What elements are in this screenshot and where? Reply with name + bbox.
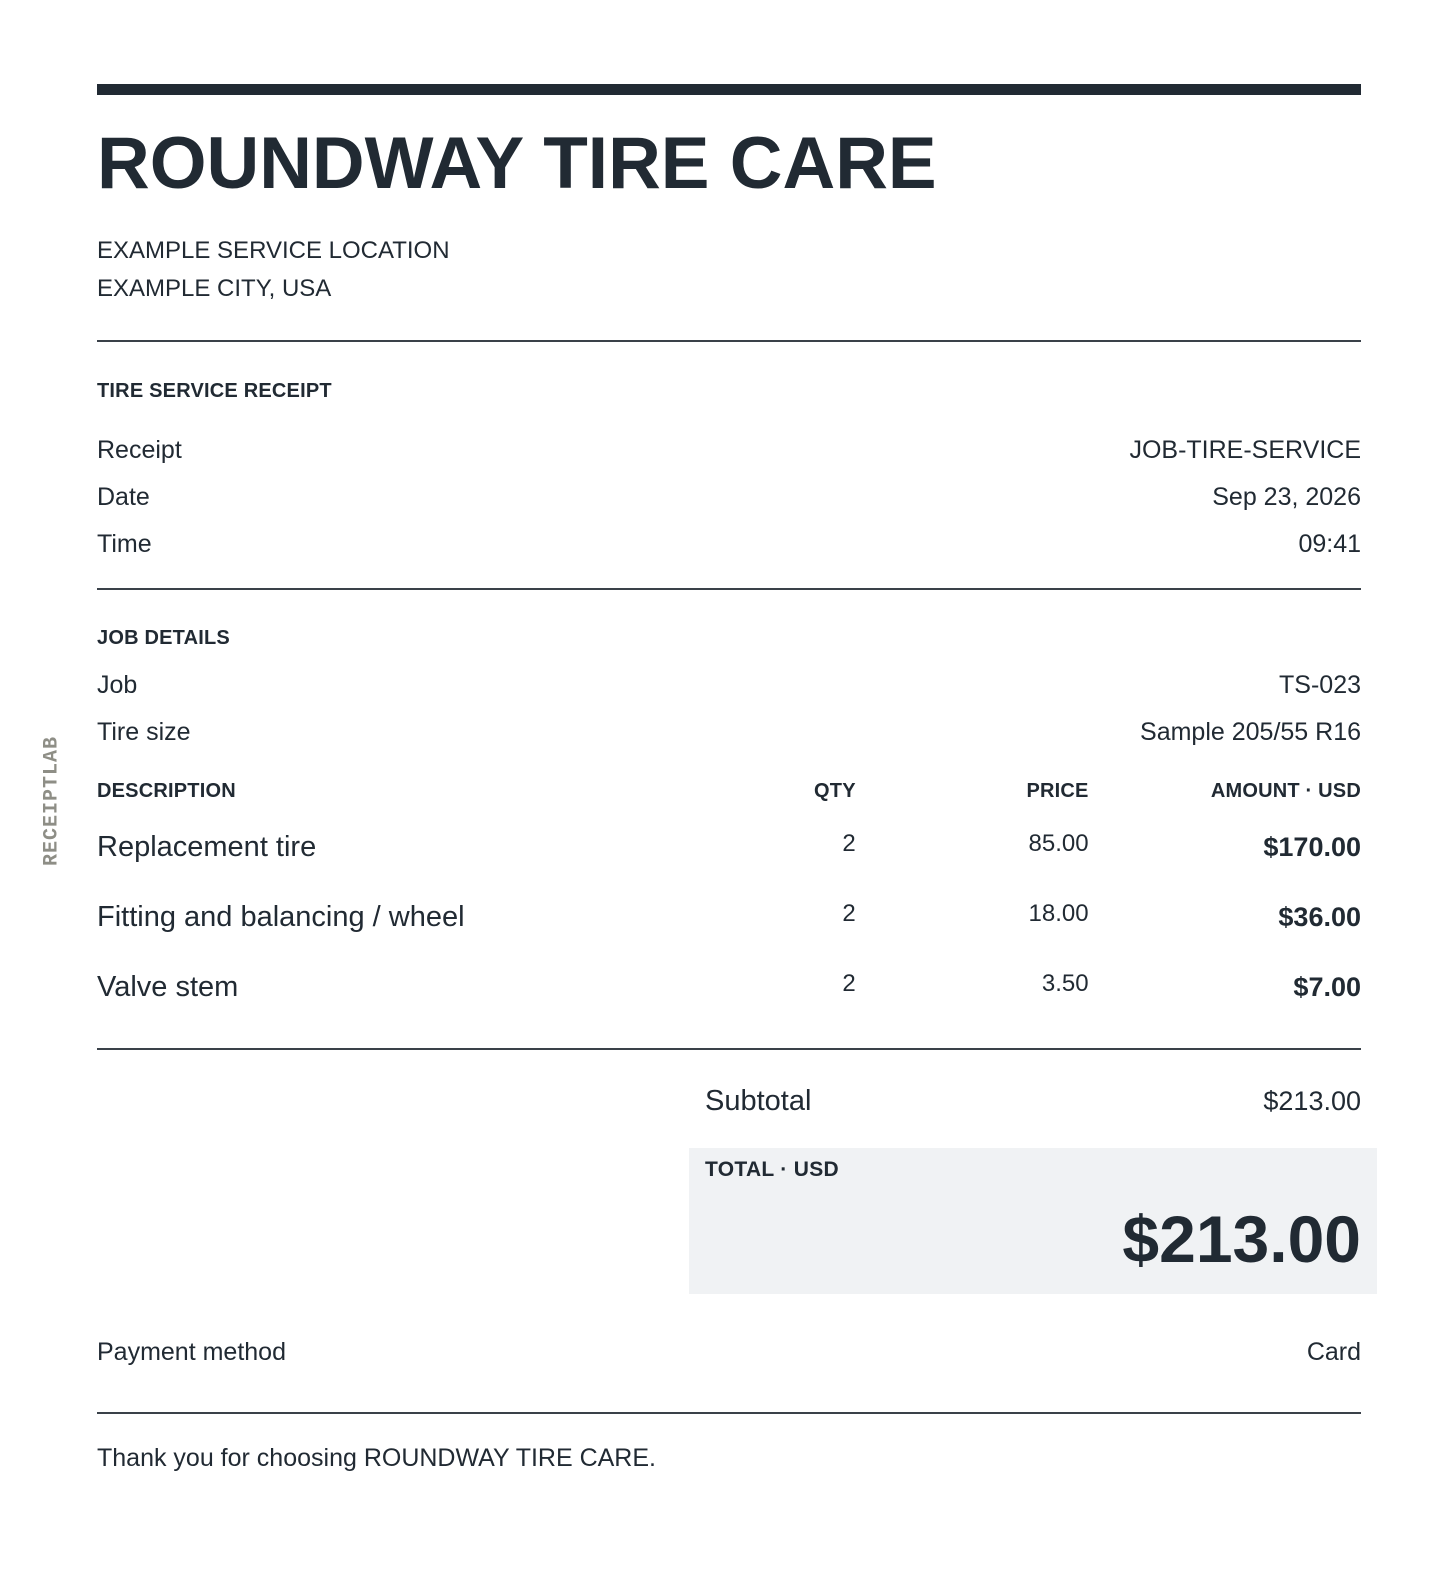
item-amount: $7.00 — [1293, 971, 1361, 1002]
item-qty: 2 — [842, 830, 856, 857]
date-value: Sep 23, 2026 — [1212, 483, 1361, 511]
job-label: Job — [97, 671, 138, 699]
header-bar — [97, 84, 1361, 95]
total-label: TOTAL · USD — [705, 1158, 839, 1181]
payment-value: Card — [1306, 1337, 1361, 1366]
table-row — [97, 952, 1361, 1022]
receipt-value: JOB-TIRE-SERVICE — [1129, 436, 1361, 464]
date-label: Date — [97, 483, 150, 511]
time-label: Time — [97, 530, 152, 558]
table-row — [97, 812, 1361, 882]
address-line-2: EXAMPLE CITY, USA — [97, 275, 332, 302]
item-qty: 2 — [842, 970, 856, 997]
store-name: ROUNDWAY TIRE CARE — [97, 123, 937, 204]
payment-row — [97, 1334, 1361, 1370]
item-price: 18.00 — [1028, 900, 1089, 927]
item-qty: 2 — [842, 900, 856, 927]
divider — [97, 1412, 1361, 1414]
store-address — [97, 232, 1361, 308]
receipt-section-title: TIRE SERVICE RECEIPT — [97, 380, 332, 402]
subtotal-label: Subtotal — [705, 1084, 812, 1117]
address-line-1: EXAMPLE SERVICE LOCATION — [97, 237, 450, 264]
subtotal-row — [705, 1074, 1361, 1128]
tire-size-label: Tire size — [97, 718, 191, 746]
table-row — [97, 882, 1361, 952]
receipt-row-date — [97, 474, 1361, 521]
header-price: PRICE — [1026, 779, 1089, 802]
receipt-label: Receipt — [97, 436, 182, 464]
item-price: 3.50 — [1041, 970, 1089, 997]
subtotal-value: $213.00 — [1263, 1085, 1361, 1116]
job-info — [97, 662, 1361, 756]
job-row-tire-size — [97, 709, 1361, 756]
job-value: TS-023 — [1279, 671, 1361, 699]
divider — [97, 340, 1361, 342]
item-amount: $36.00 — [1278, 901, 1361, 932]
item-description: Replacement tire — [97, 830, 317, 863]
header-qty: QTY — [814, 779, 856, 802]
total-box — [689, 1148, 1377, 1294]
payment-label: Payment method — [97, 1337, 286, 1366]
divider — [97, 1048, 1361, 1050]
item-description: Fitting and balancing / wheel — [97, 900, 465, 933]
divider — [97, 588, 1361, 590]
item-amount: $170.00 — [1263, 831, 1361, 862]
receipt-info — [97, 427, 1361, 568]
total-value: $213.00 — [1122, 1202, 1361, 1276]
thank-you-note: Thank you for choosing ROUNDWAY TIRE CARE. — [97, 1444, 656, 1472]
item-price: 85.00 — [1028, 830, 1089, 857]
items-table — [97, 770, 1361, 1022]
watermark: RECEIPTLAB — [40, 735, 64, 867]
tire-size-value: Sample 205/55 R16 — [1140, 718, 1361, 746]
receipt — [97, 84, 1361, 1473]
time-value: 09:41 — [1298, 530, 1361, 558]
header-description: DESCRIPTION — [97, 779, 236, 802]
header-amount: AMOUNT · USD — [1210, 779, 1361, 802]
job-section-title: JOB DETAILS — [97, 627, 230, 649]
totals — [705, 1074, 1361, 1294]
receipt-row-receipt — [97, 427, 1361, 474]
item-description: Valve stem — [97, 970, 239, 1003]
items-header-row — [97, 770, 1361, 812]
job-row-job — [97, 662, 1361, 709]
receipt-row-time — [97, 521, 1361, 568]
